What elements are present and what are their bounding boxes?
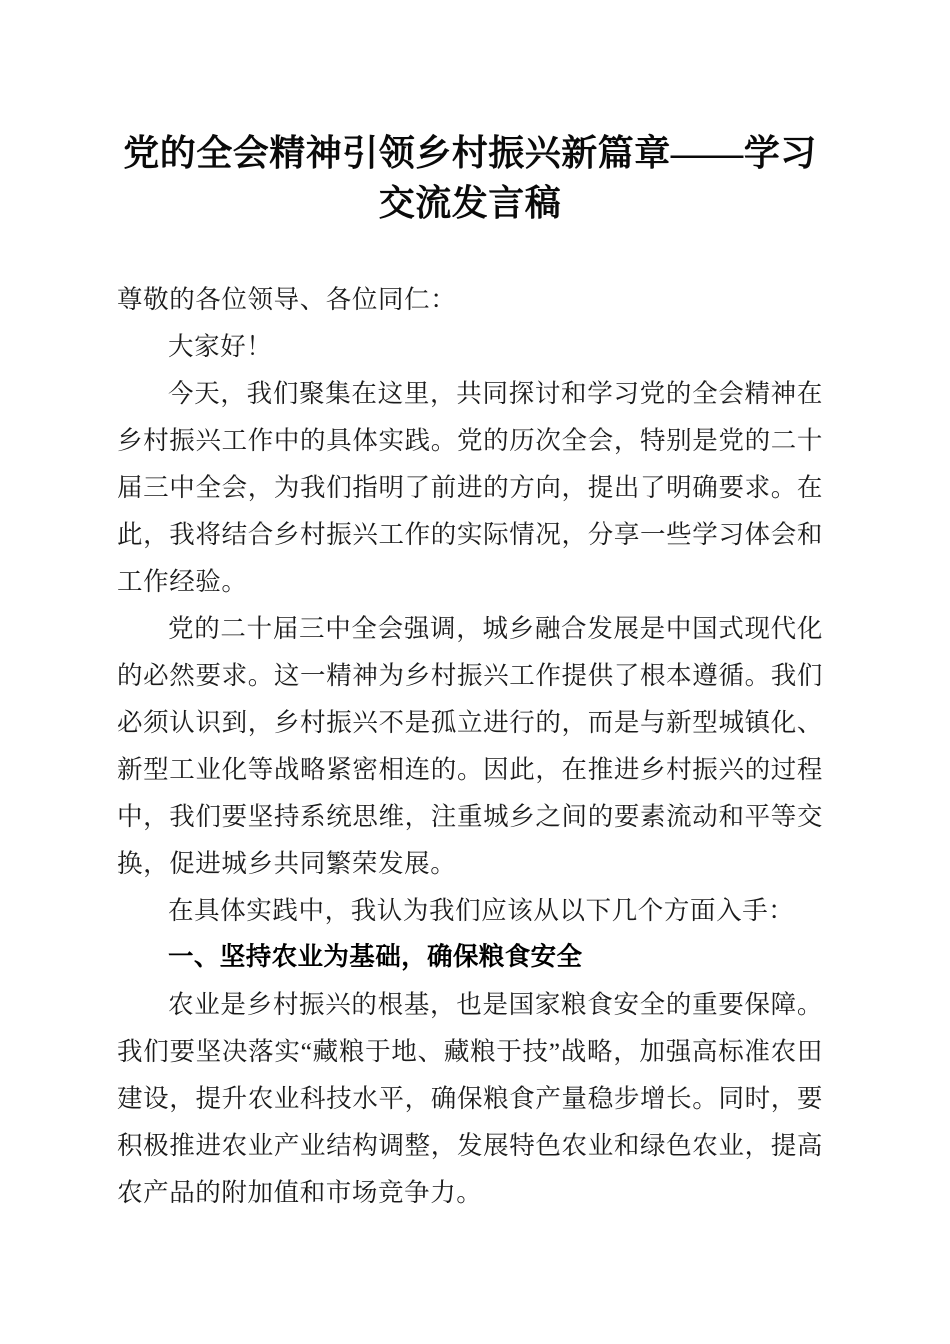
document-text-column (117, 0, 823, 1216)
page-title: 党的全会精神引领乡村振兴新篇章——学习交流发言稿 (123, 133, 817, 223)
section-heading: 一、坚持农业为基础，确保粮食安全 (168, 943, 583, 971)
body-paragraph: 党的二十届三中全会强调，城乡融合发展是中国式现代化的必然要求。这一精神为乡村振兴工作提供了根本遵循。我们必须认识到，乡村振兴不是孤立进行的，而是与新型城镇化、新型工业化等战略紧密相连的。因此，在推进乡村振兴的过程中，我们要坚持系统思维，注重城乡之间的要素流动和平等交换，促进城乡共同繁荣发展。 (117, 614, 823, 878)
document-content (117, 276, 823, 1216)
body-paragraph: 农业是乡村振兴的根基，也是国家粮食安全的重要保障。我们要坚决落实“藏粮于地、藏粮于技”战略，加强高标准农田建设，提升农业科技水平，确保粮食产量稳步增长。同时，要积极推进农业产业结构调整，发展特色农业和绿色农业，提高农产品的附加值和市场竞争力。 (117, 990, 824, 1207)
body-paragraph: 在具体实践中，我认为我们应该从以下几个方面入手： (168, 896, 795, 925)
title-spacer (117, 228, 823, 276)
body-paragraph: 大家好！ (168, 332, 273, 361)
salutation: 尊敬的各位领导、各位同仁： (117, 285, 457, 314)
body-paragraph: 今天，我们聚集在这里，共同探讨和学习党的全会精神在乡村振兴工作中的具体实践。党的历次全会，特别是党的二十届三中全会，为我们指明了前进的方向，提出了明确要求。在此，我将结合乡村振兴工作的实际情况，分享一些学习体会和工作经验。 (117, 379, 823, 596)
